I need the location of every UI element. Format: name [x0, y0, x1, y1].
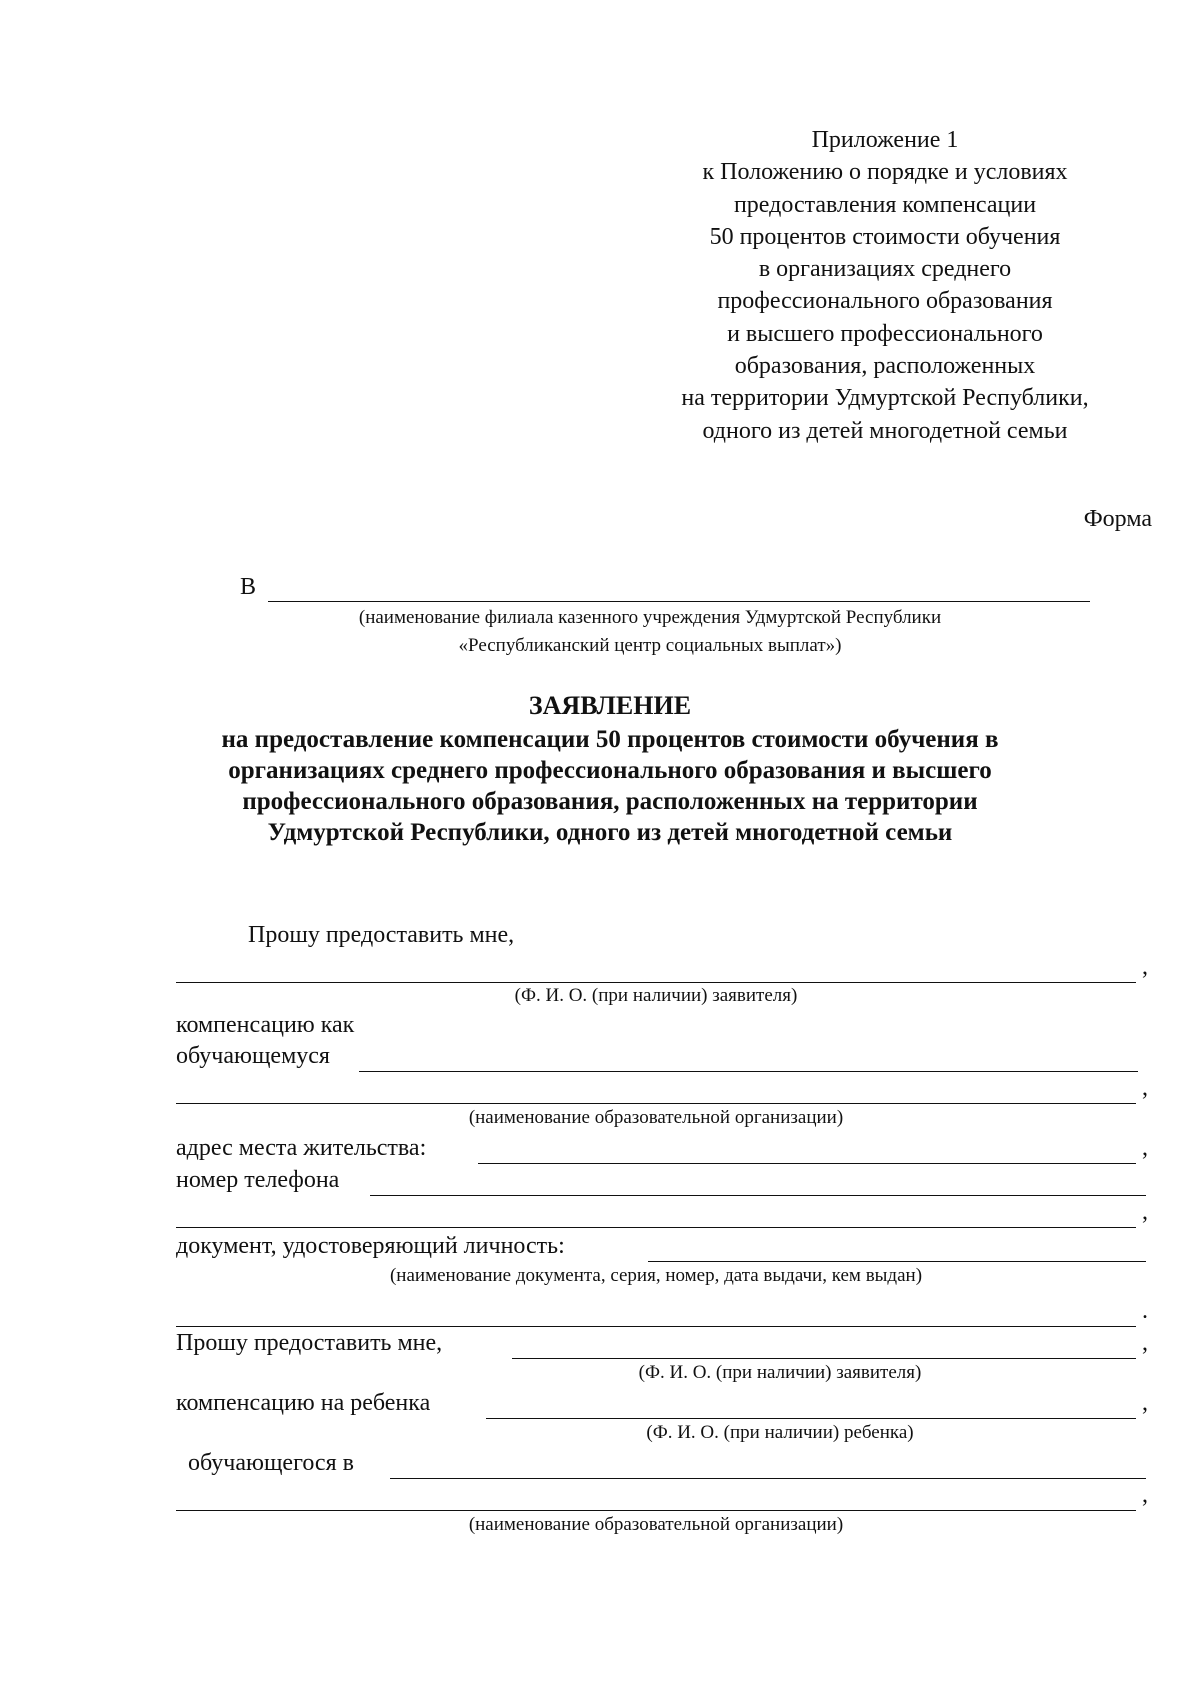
recipient-field[interactable] — [268, 601, 1090, 602]
period-mark: . — [1142, 1298, 1148, 1324]
compensation-as-label: компенсацию как — [176, 1012, 355, 1038]
child-org-row — [188, 1450, 1146, 1482]
recipient-prefix: В — [240, 574, 257, 600]
applicant-fio-field[interactable] — [176, 982, 1136, 983]
applicant-fio-row — [176, 954, 1148, 986]
appendix-line: образования, расположенных — [734, 353, 1036, 380]
phone-row-2 — [176, 1199, 1148, 1231]
applicant-fio-caption: (Ф. И. О. (при наличии) заявителя) — [514, 985, 798, 1006]
appendix-line: профессионального образования — [717, 288, 1053, 315]
appendix-line: в организациях среднего — [758, 256, 1012, 283]
student-org-row — [176, 1043, 1138, 1075]
address-field[interactable] — [478, 1163, 1136, 1164]
address-label: адрес места жительства: — [176, 1135, 427, 1161]
appendix-line: на территории Удмуртской Республики, — [681, 385, 1089, 412]
student-org-row-2 — [176, 1075, 1148, 1107]
recipient-caption-line: «Республиканский центр социальных выплат») — [458, 635, 842, 656]
id-document-field-2[interactable] — [176, 1326, 1136, 1327]
child-org-caption: (наименование образовательной организации) — [468, 1514, 844, 1535]
student-label: обучающемуся — [176, 1043, 330, 1069]
recipient-caption — [250, 604, 1050, 660]
child-org-row-2 — [176, 1482, 1148, 1514]
student-org-caption: (наименование образовательной организации) — [468, 1107, 844, 1128]
child-field[interactable] — [486, 1418, 1136, 1419]
comma-mark: , — [1142, 1135, 1148, 1161]
title-line: на предоставление компенсации 50 процентов стоимости обучения в — [221, 726, 999, 753]
recipient-caption-line: (наименование филиала казенного учреждения Удмуртской Республики — [358, 607, 942, 628]
appendix-line: предоставления компенсации — [733, 191, 1037, 218]
phone-label: номер телефона — [176, 1167, 340, 1193]
title-line: Удмуртской Республики, одного из детей многодетной семьи — [267, 819, 953, 846]
child-org-field[interactable] — [390, 1478, 1146, 1479]
comma-mark: , — [1142, 1199, 1148, 1225]
section2-applicant-field[interactable] — [512, 1358, 1136, 1359]
form-label: Форма — [1083, 506, 1152, 532]
child-label: компенсацию на ребенка — [176, 1390, 431, 1416]
phone-field[interactable] — [370, 1195, 1146, 1196]
id-document-caption: (наименование документа, серия, номер, дата выдачи, кем выдан) — [389, 1265, 923, 1286]
title-line: профессионального образования, расположенных на территории — [242, 788, 978, 815]
appendix-line: 50 процентов стоимости обучения — [709, 223, 1061, 250]
id-document-row-2 — [176, 1298, 1148, 1330]
id-document-label: документ, удостоверяющий личность: — [176, 1233, 565, 1259]
appendix-line: Приложение 1 — [811, 127, 959, 153]
section2-intro: Прошу предоставить мне, — [176, 1330, 443, 1356]
id-document-row — [176, 1233, 1146, 1265]
comma-mark: , — [1142, 1330, 1148, 1356]
section1-intro: Прошу предоставить мне, — [248, 922, 515, 948]
recipient-line — [240, 572, 1090, 604]
appendix-line: и высшего профессионального — [727, 320, 1043, 347]
address-row — [176, 1135, 1148, 1167]
id-document-field[interactable] — [648, 1261, 1146, 1262]
phone-row — [176, 1167, 1146, 1199]
appendix-line: к Положению о порядке и условиях — [702, 159, 1068, 186]
section2-applicant-row — [176, 1330, 1148, 1362]
phone-field-2[interactable] — [176, 1227, 1136, 1228]
child-caption: (Ф. И. О. (при наличии) ребенка) — [646, 1422, 914, 1443]
document-title — [150, 690, 1070, 848]
studying-in-label: обучающегося в — [188, 1450, 354, 1476]
section2-applicant-caption: (Ф. И. О. (при наличии) заявителя) — [638, 1362, 922, 1383]
student-org-field-2[interactable] — [176, 1103, 1136, 1104]
title-line: организациях среднего профессионального образования и высшего — [228, 757, 992, 784]
title-heading: ЗАЯВЛЕНИЕ — [528, 691, 692, 720]
comma-mark: , — [1142, 1390, 1148, 1416]
appendix-line: одного из детей многодетной семьи — [702, 417, 1068, 444]
comma-mark: , — [1142, 1482, 1148, 1508]
comma-mark: , — [1142, 954, 1148, 980]
child-row — [176, 1390, 1148, 1422]
child-org-field-2[interactable] — [176, 1510, 1136, 1511]
appendix-heading — [640, 124, 1130, 447]
comma-mark: , — [1142, 1075, 1148, 1101]
student-org-field[interactable] — [359, 1071, 1138, 1072]
